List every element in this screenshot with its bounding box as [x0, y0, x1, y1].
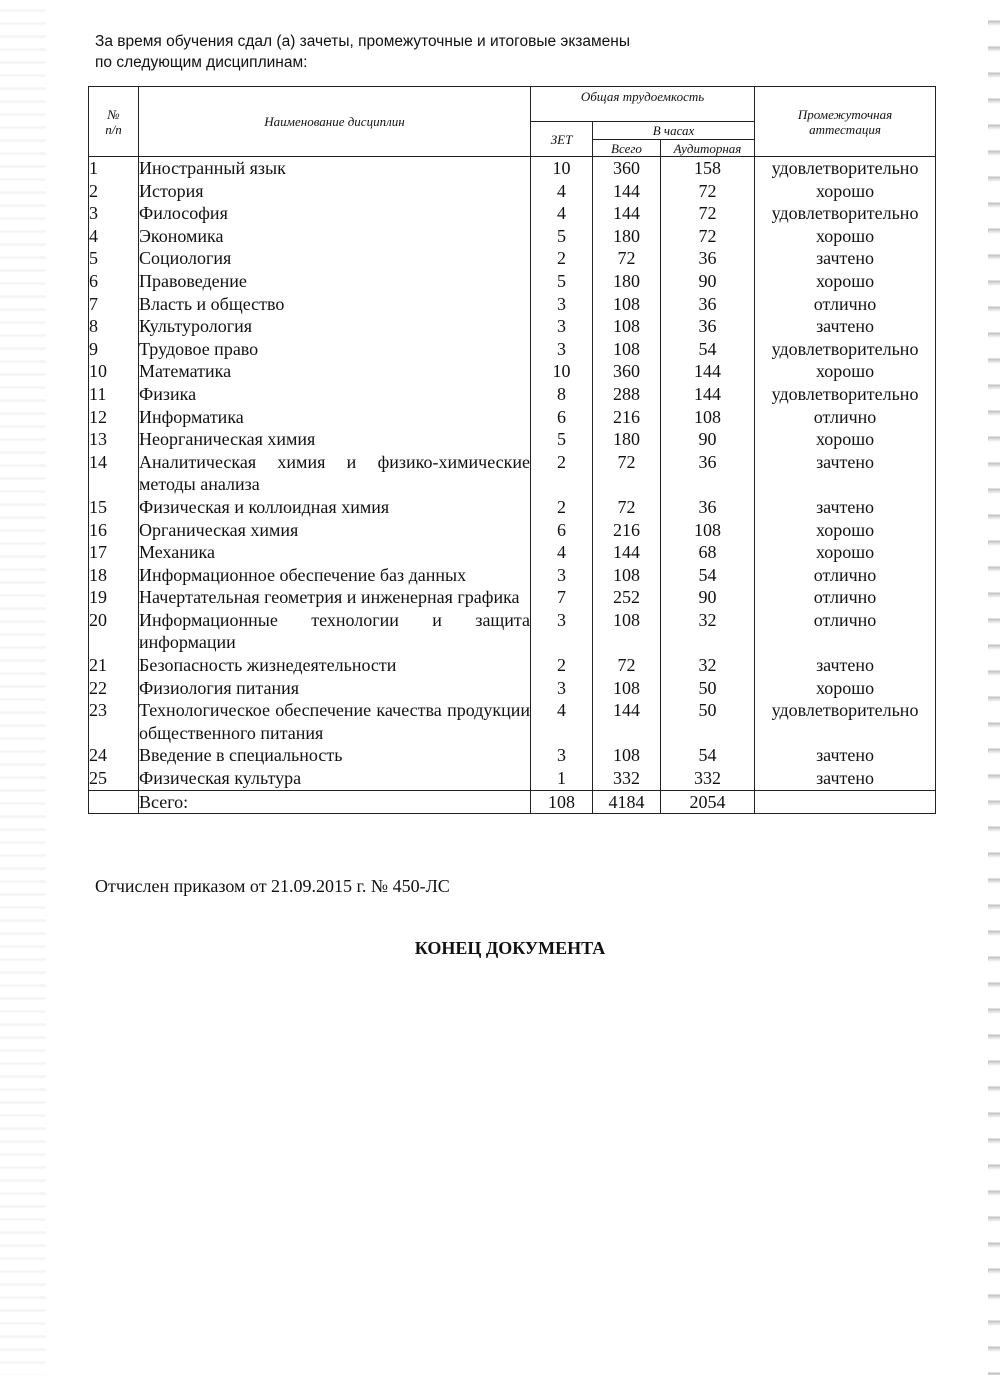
zet-value: 5 [531, 428, 593, 451]
row-number: 11 [89, 383, 139, 406]
hours-classroom-value: 108 [661, 406, 755, 429]
zet-value: 10 [531, 360, 593, 383]
hours-classroom-value: 36 [661, 451, 755, 496]
table-row [89, 428, 936, 451]
total-hours-classroom: 2054 [661, 790, 755, 814]
discipline-name: Аналитическая химия и физико-химические методы анализа [139, 451, 530, 495]
hours-classroom-value: 108 [661, 519, 755, 542]
grade-value: отлично [755, 609, 936, 654]
row-number: 2 [89, 180, 139, 203]
table-row [89, 293, 936, 316]
hours-classroom-value: 36 [661, 293, 755, 316]
header-zet: ЗЕТ [531, 122, 593, 157]
grade-value: отлично [755, 406, 936, 429]
header-total-workload: Общая трудоемкость [531, 87, 755, 122]
hours-classroom-value: 144 [661, 360, 755, 383]
grade-value: хорошо [755, 541, 936, 564]
zet-value: 3 [531, 293, 593, 316]
hours-classroom-value: 36 [661, 247, 755, 270]
hours-total-value: 360 [593, 360, 661, 383]
hours-total-value: 108 [593, 744, 661, 767]
zet-value: 2 [531, 451, 593, 496]
hours-total-value: 288 [593, 383, 661, 406]
discipline-name: Информатика [139, 406, 531, 429]
discipline-name: Иностранный язык [139, 157, 531, 180]
discipline-name: Физиология питания [139, 677, 531, 700]
header-discipline-name: Наименование дисциплин [139, 87, 531, 157]
hours-classroom-value: 158 [661, 157, 755, 180]
grade-value: зачтено [755, 767, 936, 790]
grade-value: хорошо [755, 519, 936, 542]
hours-classroom-value: 90 [661, 586, 755, 609]
hours-classroom-value: 72 [661, 202, 755, 225]
total-empty-cell [89, 790, 139, 814]
row-number: 22 [89, 677, 139, 700]
zet-value: 1 [531, 767, 593, 790]
hours-classroom-value: 72 [661, 180, 755, 203]
zet-value: 6 [531, 406, 593, 429]
hours-total-value: 108 [593, 338, 661, 361]
discipline-name: Математика [139, 360, 531, 383]
zet-value: 2 [531, 654, 593, 677]
table-row [89, 315, 936, 338]
row-number: 21 [89, 654, 139, 677]
row-number: 6 [89, 270, 139, 293]
grade-value: удовлетворительно [755, 338, 936, 361]
hours-classroom-value: 144 [661, 383, 755, 406]
hours-classroom-value: 72 [661, 225, 755, 248]
zet-value: 4 [531, 541, 593, 564]
hours-classroom-value: 54 [661, 338, 755, 361]
hours-total-value: 180 [593, 428, 661, 451]
zet-value: 4 [531, 699, 593, 744]
table-row [89, 360, 936, 383]
header-hours-classroom: Аудиторная [661, 140, 755, 157]
hours-total-value: 72 [593, 451, 661, 496]
discipline-name: Культурология [139, 315, 531, 338]
scan-edge-left [0, 0, 46, 1375]
hours-total-value: 108 [593, 315, 661, 338]
scan-edge-right [988, 0, 1000, 1375]
zet-value: 6 [531, 519, 593, 542]
hours-total-value: 108 [593, 609, 661, 654]
hours-total-value: 144 [593, 180, 661, 203]
table-row [89, 767, 936, 790]
expulsion-order: Отчислен приказом от 21.09.2015 г. № 450-ЛС [95, 876, 450, 896]
hours-total-value: 252 [593, 586, 661, 609]
table-row [89, 699, 936, 744]
hours-classroom-value: 68 [661, 541, 755, 564]
hours-total-value: 180 [593, 270, 661, 293]
total-hours-total: 4184 [593, 790, 661, 814]
hours-total-value: 144 [593, 541, 661, 564]
intro-line-2: по следующим дисциплинам: [95, 54, 308, 71]
row-number: 7 [89, 293, 139, 316]
hours-total-value: 72 [593, 654, 661, 677]
zet-value: 10 [531, 157, 593, 180]
zet-value: 4 [531, 180, 593, 203]
total-grade-empty [755, 790, 936, 814]
grade-value: зачтено [755, 496, 936, 519]
hours-classroom-value: 54 [661, 744, 755, 767]
table-row [89, 586, 936, 609]
discipline-name: Информационные технологии и защита информации [139, 609, 530, 653]
grade-value: хорошо [755, 677, 936, 700]
hours-total-value: 72 [593, 247, 661, 270]
hours-classroom-value: 54 [661, 564, 755, 587]
header-hours: В часах [593, 122, 755, 140]
row-number: 4 [89, 225, 139, 248]
grade-value: хорошо [755, 360, 936, 383]
document-end: КОНЕЦ ДОКУМЕНТА [414, 938, 606, 958]
table-row [89, 247, 936, 270]
hours-total-value: 332 [593, 767, 661, 790]
row-number: 5 [89, 247, 139, 270]
hours-total-value: 108 [593, 293, 661, 316]
grade-value: хорошо [755, 225, 936, 248]
row-number: 23 [89, 699, 139, 744]
hours-classroom-value: 36 [661, 496, 755, 519]
hours-total-value: 360 [593, 157, 661, 180]
zet-value: 3 [531, 609, 593, 654]
grade-value: хорошо [755, 180, 936, 203]
grade-value: зачтено [755, 654, 936, 677]
row-number: 25 [89, 767, 139, 790]
hours-classroom-value: 32 [661, 609, 755, 654]
discipline-name: История [139, 180, 531, 203]
discipline-name: Технологическое обеспечение качества продукции общественного питания [139, 700, 530, 743]
table-row [89, 157, 936, 180]
grade-value: зачтено [755, 451, 936, 496]
table-row [89, 654, 936, 677]
discipline-name: Органическая химия [139, 519, 531, 542]
row-number: 13 [89, 428, 139, 451]
zet-value: 5 [531, 270, 593, 293]
table-row [89, 677, 936, 700]
discipline-name: Неорганическая химия [139, 428, 531, 451]
row-number: 17 [89, 541, 139, 564]
zet-value: 2 [531, 496, 593, 519]
table-row [89, 225, 936, 248]
row-number: 3 [89, 202, 139, 225]
discipline-name: Власть и общество [139, 293, 531, 316]
zet-value: 8 [531, 383, 593, 406]
header-hours-total: Всего [593, 140, 661, 157]
grade-value: удовлетворительно [755, 699, 936, 744]
hours-total-value: 108 [593, 564, 661, 587]
hours-total-value: 216 [593, 406, 661, 429]
zet-value: 3 [531, 744, 593, 767]
header-attestation: Промежуточная аттестация [755, 87, 936, 157]
zet-value: 2 [531, 247, 593, 270]
grade-value: отлично [755, 564, 936, 587]
table-row [89, 451, 936, 496]
row-number: 8 [89, 315, 139, 338]
hours-total-value: 72 [593, 496, 661, 519]
table-row [89, 496, 936, 519]
hours-total-value: 180 [593, 225, 661, 248]
total-zet: 108 [531, 790, 593, 814]
grade-value: хорошо [755, 428, 936, 451]
grade-value: удовлетворительно [755, 383, 936, 406]
discipline-name: Безопасность жизнедеятельности [139, 654, 531, 677]
grade-value: удовлетворительно [755, 157, 936, 180]
table-row [89, 609, 936, 654]
hours-total-value: 144 [593, 202, 661, 225]
grade-value: зачтено [755, 315, 936, 338]
discipline-name: Социология [139, 247, 531, 270]
table-row [89, 270, 936, 293]
hours-classroom-value: 50 [661, 677, 755, 700]
row-number: 16 [89, 519, 139, 542]
hours-classroom-value: 332 [661, 767, 755, 790]
hours-classroom-value: 50 [661, 699, 755, 744]
row-number: 19 [89, 586, 139, 609]
discipline-name: Начертательная геометрия и инженерная графика [139, 586, 531, 609]
grade-value: зачтено [755, 247, 936, 270]
zet-value: 3 [531, 338, 593, 361]
zet-value: 4 [531, 202, 593, 225]
grade-value: зачтено [755, 744, 936, 767]
hours-total-value: 216 [593, 519, 661, 542]
grade-value: хорошо [755, 270, 936, 293]
grade-value: удовлетворительно [755, 202, 936, 225]
intro-line-1: За время обучения сдал (а) зачеты, промежуточные и итоговые экзамены [95, 33, 630, 50]
grade-value: отлично [755, 293, 936, 316]
zet-value: 5 [531, 225, 593, 248]
row-number: 24 [89, 744, 139, 767]
row-number: 9 [89, 338, 139, 361]
hours-total-value: 144 [593, 699, 661, 744]
discipline-name: Экономика [139, 225, 531, 248]
discipline-name: Физическая и коллоидная химия [139, 496, 531, 519]
row-number: 20 [89, 609, 139, 654]
table-row [89, 564, 936, 587]
discipline-name: Трудовое право [139, 338, 531, 361]
grade-value: отлично [755, 586, 936, 609]
row-number: 12 [89, 406, 139, 429]
intro-text [95, 31, 630, 73]
table-row [89, 519, 936, 542]
table-row [89, 338, 936, 361]
discipline-name: Философия [139, 202, 531, 225]
hours-classroom-value: 90 [661, 428, 755, 451]
zet-value: 3 [531, 315, 593, 338]
zet-value: 3 [531, 564, 593, 587]
row-number: 18 [89, 564, 139, 587]
discipline-name: Введение в специальность [139, 744, 531, 767]
table-row [89, 744, 936, 767]
zet-value: 3 [531, 677, 593, 700]
table-row [89, 180, 936, 203]
discipline-name: Физика [139, 383, 531, 406]
disciplines-table [88, 86, 936, 814]
discipline-name: Правоведение [139, 270, 531, 293]
header-number: № п/п [89, 87, 139, 157]
hours-total-value: 108 [593, 677, 661, 700]
table-row [89, 541, 936, 564]
table-body [89, 157, 936, 814]
total-row [89, 790, 936, 814]
table-row [89, 202, 936, 225]
discipline-name: Физическая культура [139, 767, 531, 790]
row-number: 1 [89, 157, 139, 180]
hours-classroom-value: 32 [661, 654, 755, 677]
discipline-name: Механика [139, 541, 531, 564]
table-row [89, 406, 936, 429]
hours-classroom-value: 90 [661, 270, 755, 293]
row-number: 15 [89, 496, 139, 519]
zet-value: 7 [531, 586, 593, 609]
row-number: 14 [89, 451, 139, 496]
discipline-name: Информационное обеспечение баз данных [139, 564, 531, 587]
hours-classroom-value: 36 [661, 315, 755, 338]
table-row [89, 383, 936, 406]
total-label: Всего: [139, 790, 531, 814]
row-number: 10 [89, 360, 139, 383]
